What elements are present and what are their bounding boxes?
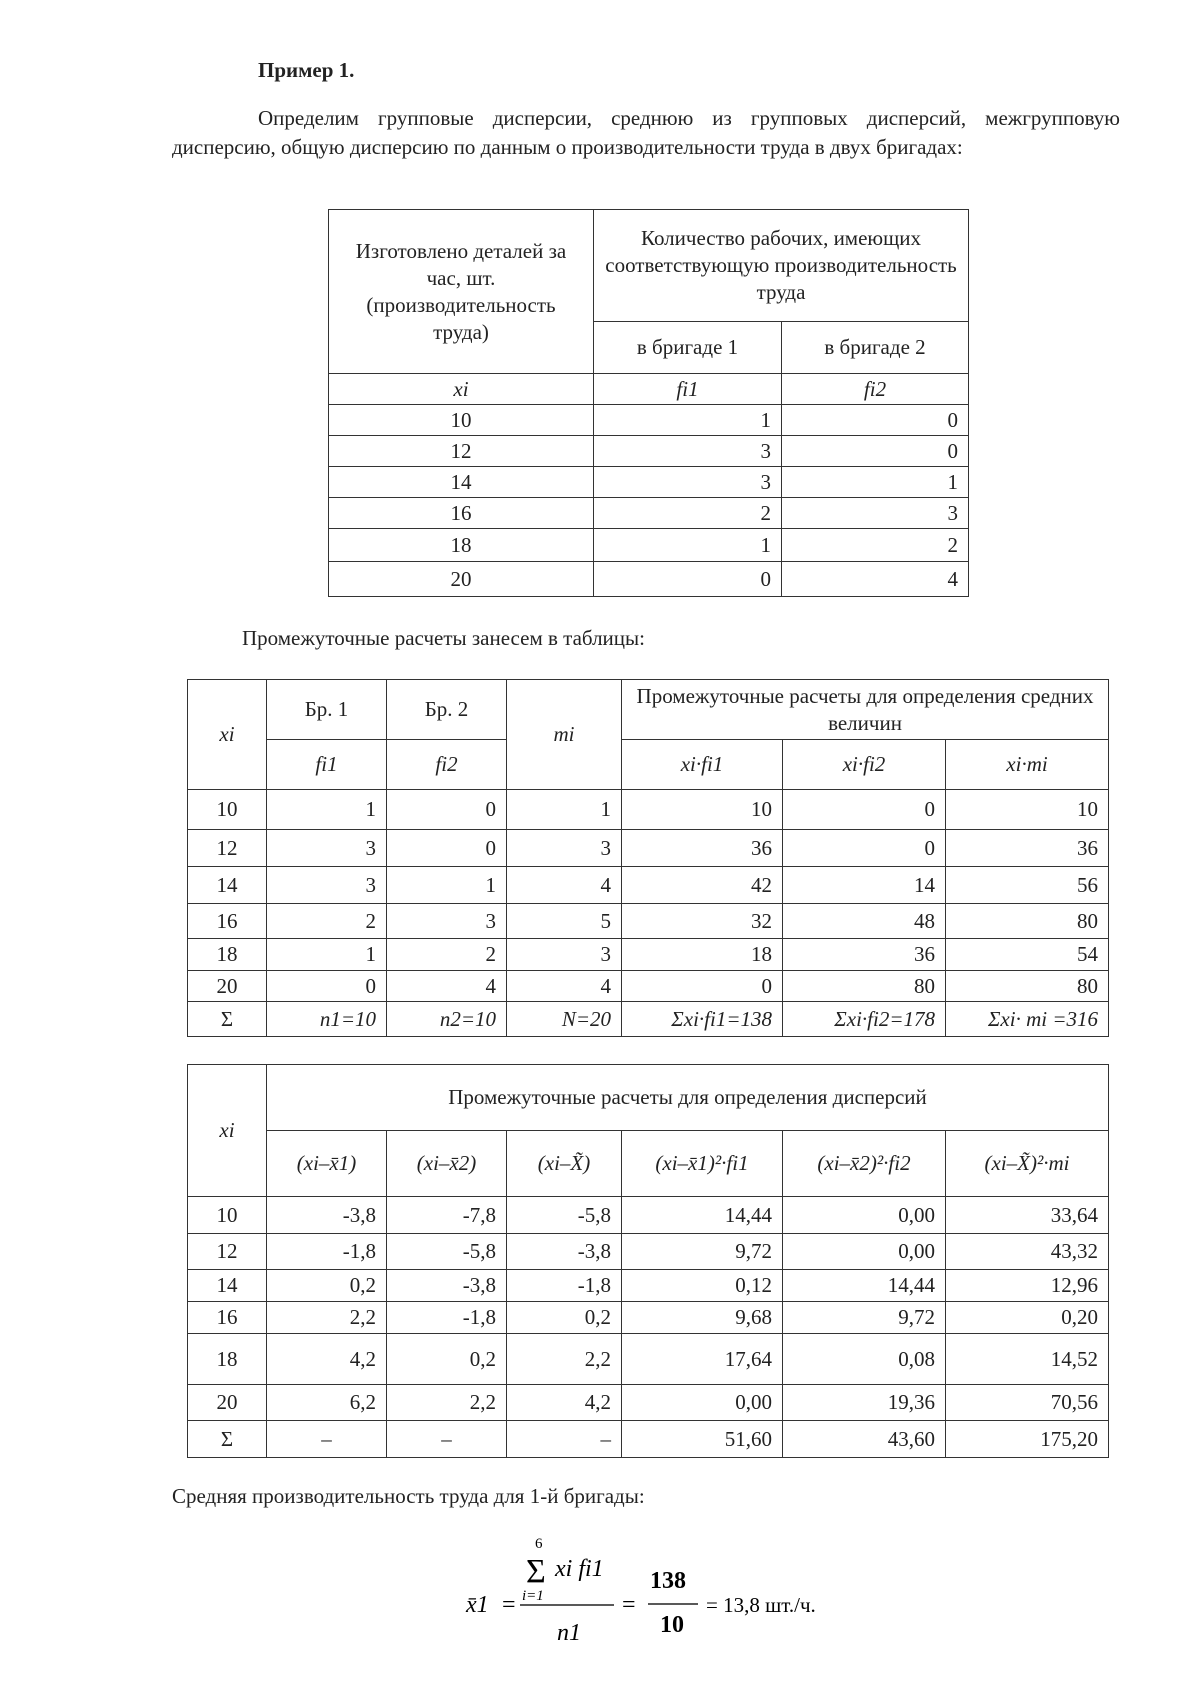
cell: 16: [188, 904, 267, 939]
cell: 9,72: [622, 1234, 783, 1270]
cell: 10: [622, 790, 783, 830]
header-xi-fi2: xi·fi2: [783, 740, 946, 790]
header-fi1: fi1: [267, 740, 387, 790]
cell: 20: [188, 971, 267, 1002]
header-brigade-2: в бригаде 2: [782, 322, 969, 374]
cell: 0: [594, 562, 782, 597]
cell: 0,12: [622, 1270, 783, 1302]
sum-term: xi fi1: [555, 1556, 604, 1582]
sum-lower-limit: i=1: [522, 1588, 544, 1604]
table-row: [188, 1197, 1109, 1234]
header-dispersions-group: Промежуточные расчеты для определения дисперсий: [267, 1065, 1109, 1131]
table-total-row: [188, 1002, 1109, 1037]
table-row: [188, 1385, 1109, 1421]
cell: 1: [267, 939, 387, 971]
cell: 10: [329, 405, 594, 436]
cell: –: [507, 1421, 622, 1458]
cell: 14,52: [946, 1334, 1109, 1385]
cell: -1,8: [267, 1234, 387, 1270]
cell: 0,00: [622, 1385, 783, 1421]
header-brigade-1: в бригаде 1: [594, 322, 782, 374]
cell: 54: [946, 939, 1109, 971]
cell: 14,44: [783, 1270, 946, 1302]
cell: 0,00: [783, 1197, 946, 1234]
cell: 12: [188, 830, 267, 867]
cell: Σ: [188, 1002, 267, 1037]
cell: -3,8: [507, 1234, 622, 1270]
cell: 1: [387, 867, 507, 904]
header-workers-count: Количество рабочих, имеющих соответствующую производительность труда: [594, 210, 969, 322]
cell: 14: [188, 1270, 267, 1302]
table-row: [188, 1302, 1109, 1334]
cell: 20: [329, 562, 594, 597]
cell: 4,2: [507, 1385, 622, 1421]
cell: 2: [267, 904, 387, 939]
cell: 12: [329, 436, 594, 467]
cell: 19,36: [783, 1385, 946, 1421]
cell: Σ: [188, 1421, 267, 1458]
cell: -3,8: [267, 1197, 387, 1234]
cell: 80: [783, 971, 946, 1002]
formula-eq1: =: [502, 1592, 516, 1618]
table-row: [188, 1270, 1109, 1302]
cell: 32: [622, 904, 783, 939]
header-sq-dev-2: (xi–x̄2)²·fi2: [783, 1131, 946, 1197]
cell: 9,68: [622, 1302, 783, 1334]
cell: 16: [188, 1302, 267, 1334]
cell: 3: [387, 904, 507, 939]
cell: 0: [387, 790, 507, 830]
cell: 0: [782, 436, 969, 467]
header-xi-fi1: xi·fi1: [622, 740, 783, 790]
header-dev-1: (xi–x̄1): [267, 1131, 387, 1197]
header-xi: xi: [188, 1065, 267, 1197]
brigade1-mean-note: Средняя производительность труда для 1-й бригады:: [172, 1484, 645, 1508]
cell: 4,2: [267, 1334, 387, 1385]
cell: 1: [594, 529, 782, 562]
cell: 0,2: [267, 1270, 387, 1302]
cell: 70,56: [946, 1385, 1109, 1421]
cell: 20: [188, 1385, 267, 1421]
cell: 0,20: [946, 1302, 1109, 1334]
intermediate-note: Промежуточные расчеты занесем в таблицы:: [242, 626, 645, 650]
cell: 10: [188, 790, 267, 830]
cell: 1: [594, 405, 782, 436]
cell: 18: [329, 529, 594, 562]
dispersions-table: [187, 1064, 1109, 1458]
cell: 0: [782, 405, 969, 436]
cell: Σxi·fi1=138: [622, 1002, 783, 1037]
cell: 3: [782, 498, 969, 529]
cell: 48: [783, 904, 946, 939]
denominator-value: 10: [660, 1612, 684, 1638]
cell: 14: [188, 867, 267, 904]
cell: n2=10: [387, 1002, 507, 1037]
formula-eq2: =: [622, 1592, 636, 1618]
header-dev-total: (xi–X̃): [507, 1131, 622, 1197]
cell: 33,64: [946, 1197, 1109, 1234]
cell: 36: [622, 830, 783, 867]
cell: 0,2: [387, 1334, 507, 1385]
cell: 4: [507, 867, 622, 904]
numerator-value: 138: [650, 1568, 686, 1594]
symbol-fi1: fi1: [594, 374, 782, 405]
cell: 3: [594, 467, 782, 498]
header-dev-2: (xi–x̄2): [387, 1131, 507, 1197]
cell: 2,2: [387, 1385, 507, 1421]
cell: 14: [329, 467, 594, 498]
table-row: [329, 562, 969, 597]
table-row: [329, 405, 969, 436]
cell: n1=10: [267, 1002, 387, 1037]
cell: 14,44: [622, 1197, 783, 1234]
cell: 0: [622, 971, 783, 1002]
cell: 2,2: [507, 1334, 622, 1385]
sum-upper-limit: 6: [535, 1536, 543, 1552]
table-row: [188, 790, 1109, 830]
formula-result: = 13,8 шт./ч.: [706, 1593, 816, 1617]
averages-table: [187, 679, 1109, 1037]
cell: -3,8: [387, 1270, 507, 1302]
cell: 3: [507, 939, 622, 971]
cell: –: [387, 1421, 507, 1458]
example-title: Пример 1.: [258, 58, 355, 82]
cell: 16: [329, 498, 594, 529]
header-sq-dev-total: (xi–X̃)²·mi: [946, 1131, 1109, 1197]
header-sq-dev-1: (xi–x̄1)²·fi1: [622, 1131, 783, 1197]
cell: -5,8: [387, 1234, 507, 1270]
table-row: [329, 467, 969, 498]
cell: 1: [782, 467, 969, 498]
cell: 12,96: [946, 1270, 1109, 1302]
cell: 14: [783, 867, 946, 904]
header-br2: Бр. 2: [387, 680, 507, 740]
cell: 18: [188, 939, 267, 971]
formula-lhs: x̄1: [466, 1592, 489, 1618]
table-row: [329, 498, 969, 529]
cell: 2: [782, 529, 969, 562]
cell: 17,64: [622, 1334, 783, 1385]
intro-paragraph: Определим групповые дисперсии, среднюю из групповых дисперсий, межгрупповую дисперсию, общую дисперсию по данным о производительности труда в двух бригадах:: [172, 106, 1120, 159]
table-row: [188, 1334, 1109, 1385]
table-row: [188, 939, 1109, 971]
header-fi2: fi2: [387, 740, 507, 790]
header-mi: mi: [507, 680, 622, 790]
cell: 3: [267, 867, 387, 904]
cell: 2: [594, 498, 782, 529]
cell: N=20: [507, 1002, 622, 1037]
cell: 0,00: [783, 1234, 946, 1270]
cell: 1: [507, 790, 622, 830]
cell: 0: [267, 971, 387, 1002]
header-averages-group: Промежуточные расчеты для определения средних величин: [622, 680, 1109, 740]
symbol-xi: xi: [329, 374, 594, 405]
cell: 36: [783, 939, 946, 971]
cell: 0: [387, 830, 507, 867]
cell: 2: [387, 939, 507, 971]
cell: 3: [507, 830, 622, 867]
table-row: [188, 1234, 1109, 1270]
table-row: [188, 830, 1109, 867]
cell: 0,08: [783, 1334, 946, 1385]
header-productivity: Изготовлено деталей за час, шт. (производительность труда): [329, 210, 594, 374]
cell: 9,72: [783, 1302, 946, 1334]
formula-denominator: n1: [557, 1620, 581, 1646]
table-total-row: [188, 1421, 1109, 1458]
cell: -5,8: [507, 1197, 622, 1234]
cell: 18: [188, 1334, 267, 1385]
cell: 80: [946, 971, 1109, 1002]
cell: 6,2: [267, 1385, 387, 1421]
table-row: [329, 529, 969, 562]
cell: 0: [783, 830, 946, 867]
symbol-fi2: fi2: [782, 374, 969, 405]
cell: 4: [782, 562, 969, 597]
header-br1: Бр. 1: [267, 680, 387, 740]
cell: 36: [946, 830, 1109, 867]
header-xi: xi: [188, 680, 267, 790]
cell: 56: [946, 867, 1109, 904]
cell: 3: [594, 436, 782, 467]
cell: 1: [267, 790, 387, 830]
cell: -1,8: [387, 1302, 507, 1334]
cell: 4: [507, 971, 622, 1002]
cell: 5: [507, 904, 622, 939]
cell: 10: [188, 1197, 267, 1234]
cell: 80: [946, 904, 1109, 939]
table-row: [329, 436, 969, 467]
cell: Σxi·fi2=178: [783, 1002, 946, 1037]
header-xi-mi: xi·mi: [946, 740, 1109, 790]
productivity-table: [328, 209, 969, 597]
cell: 0: [783, 790, 946, 830]
cell: 0,2: [507, 1302, 622, 1334]
cell: 12: [188, 1234, 267, 1270]
cell: 3: [267, 830, 387, 867]
cell: Σxi· mi =316: [946, 1002, 1109, 1037]
cell: -7,8: [387, 1197, 507, 1234]
cell: 2,2: [267, 1302, 387, 1334]
cell: –: [267, 1421, 387, 1458]
cell: 43,60: [783, 1421, 946, 1458]
table-row: [188, 904, 1109, 939]
formula-svg: [462, 1524, 922, 1654]
cell: 4: [387, 971, 507, 1002]
cell: 51,60: [622, 1421, 783, 1458]
cell: 42: [622, 867, 783, 904]
cell: 43,32: [946, 1234, 1109, 1270]
mean-formula: [462, 1524, 922, 1654]
sum-sigma: Σ: [526, 1553, 546, 1590]
cell: 10: [946, 790, 1109, 830]
cell: 18: [622, 939, 783, 971]
cell: 175,20: [946, 1421, 1109, 1458]
table-row: [188, 867, 1109, 904]
cell: -1,8: [507, 1270, 622, 1302]
table-row: [188, 971, 1109, 1002]
